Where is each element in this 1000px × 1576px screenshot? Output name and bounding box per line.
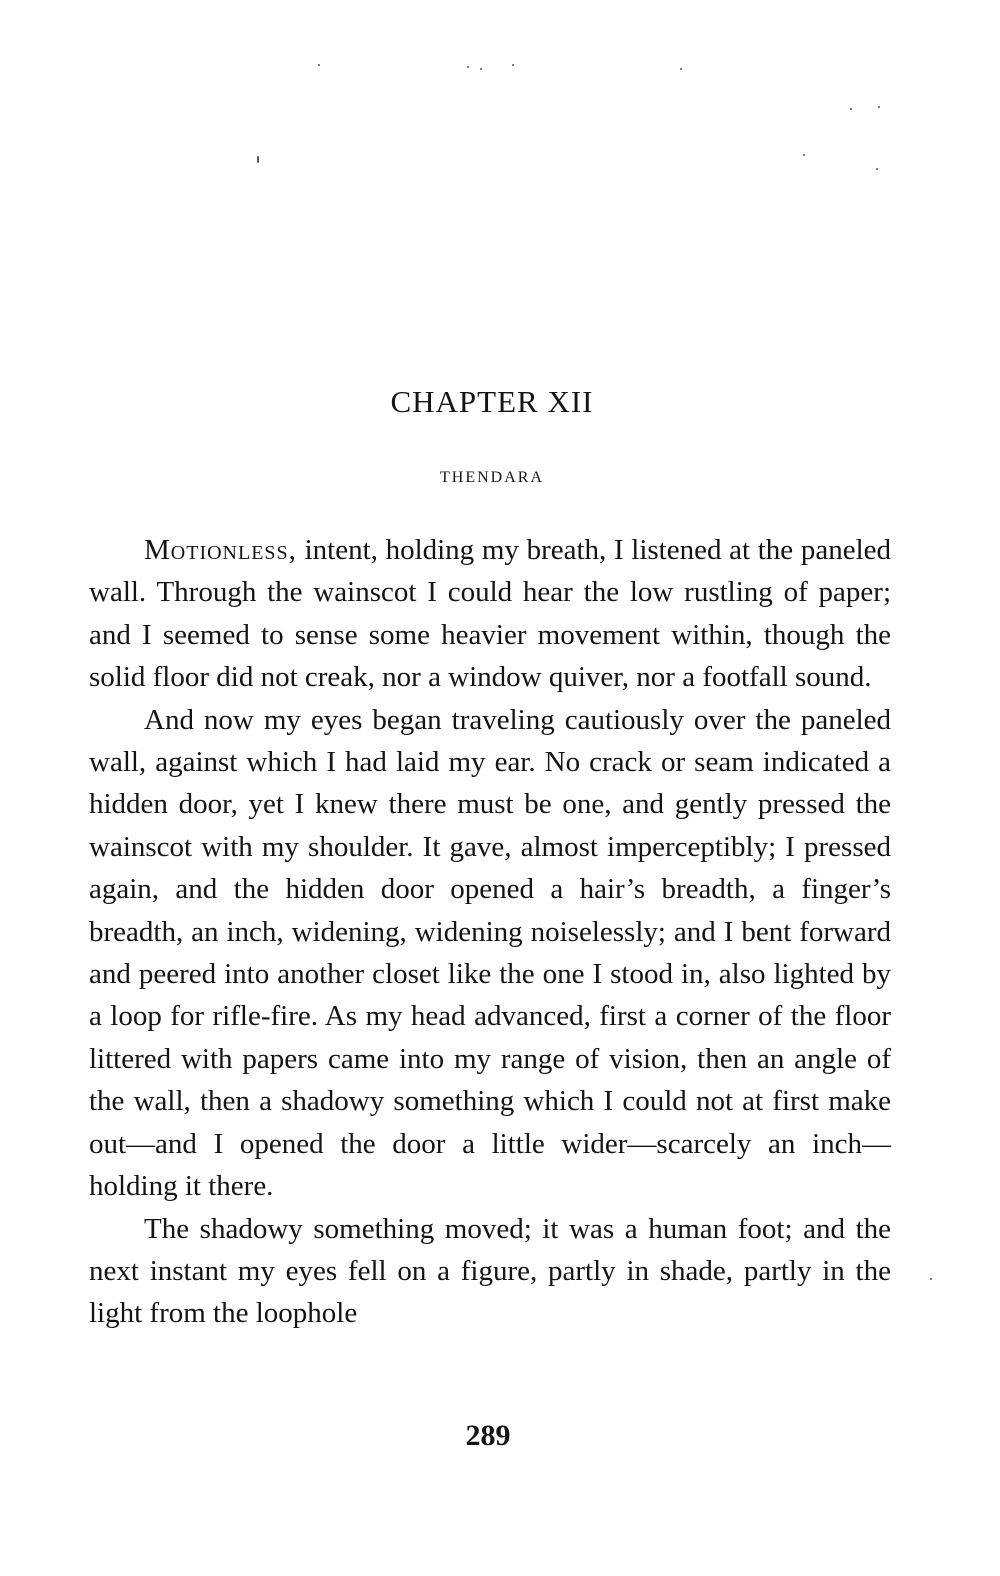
scan-speck (930, 1278, 932, 1280)
scan-speck (850, 108, 852, 110)
scan-speck (878, 106, 880, 108)
body-text (89, 529, 891, 1335)
scan-speck (512, 64, 514, 66)
scan-speck (803, 154, 805, 156)
paragraph-lead-word: Motionless, (144, 534, 297, 566)
scan-speck (876, 168, 878, 170)
scan-speck (467, 66, 469, 68)
scan-speck (480, 68, 482, 70)
chapter-subtitle: THENDARA (440, 469, 544, 486)
page-number: 289 (465, 1419, 511, 1452)
paragraph-1 (89, 529, 891, 699)
paragraph-3: The shadowy something moved; it was a human foot; and the next instant my eyes fell on a figure, partly in shade, partly in the light from the loophole (89, 1212, 891, 1330)
paragraph-2: And now my eyes began traveling cautiously over the paneled wall, against which I had laid my ear. No crack or seam indicated a hidden door, yet I knew there must be one, and gently pressed the wainscot with my shoulder. It gave, almost imperceptibly; I pressed again, and the hidden door opened a hair’s breadth, a finger’s breadth, an inch, widening, widening noiselessly; and I bent forward and peered into another closet like the one I stood in, also lighted by a loop for rifle-fire. As my head advanced, first a corner of the floor littered with papers came into my range of vision, then an angle of the wall, then a shadowy something which I could not at first make out—and I opened the door a little wider—scarcely an inch—holding it there. (89, 703, 891, 1203)
chapter-heading: CHAPTER XII (390, 384, 594, 419)
scan-speck (257, 156, 259, 163)
scan-speck (680, 68, 682, 70)
scan-speck (318, 64, 320, 66)
paragraph-text: intent, holding my breath, I listened at the paneled wall. Through the wainscot I could hear the low rustling of paper; and I seemed to sense some heavier movement within, though the solid floor did not creak, nor a window quiver, nor a footfall sound. (89, 534, 891, 694)
